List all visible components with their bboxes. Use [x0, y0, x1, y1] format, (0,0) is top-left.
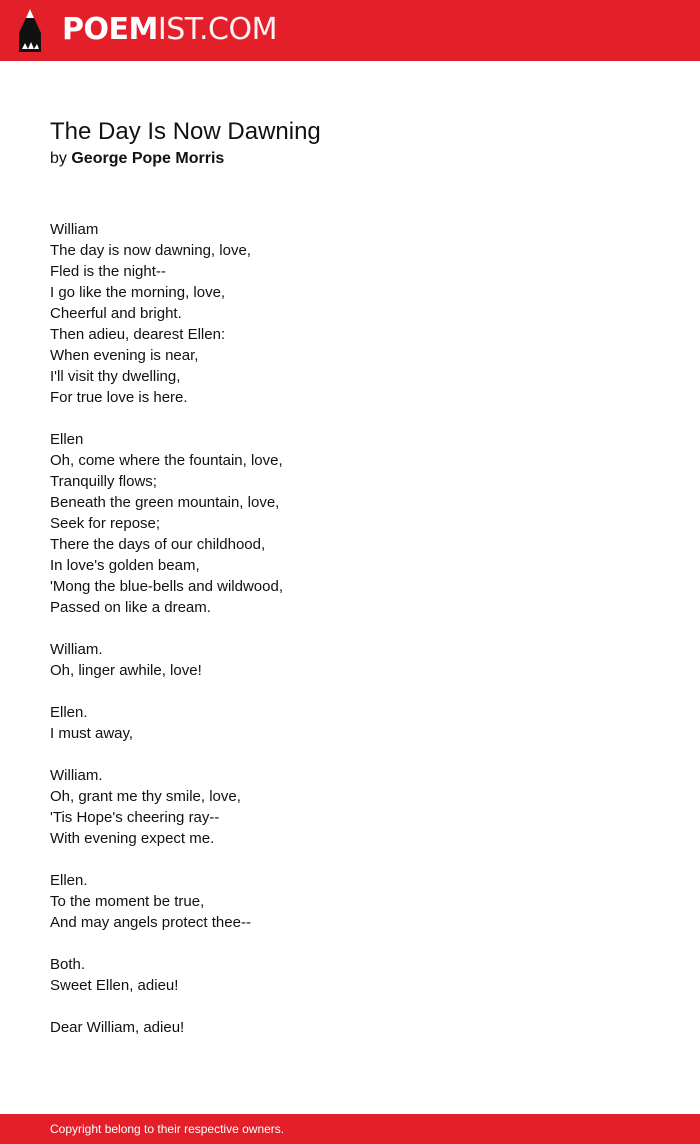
- stanza-break: [50, 618, 650, 639]
- by-prefix: by: [50, 150, 67, 167]
- site-header: [0, 0, 700, 61]
- stanza-break: [50, 744, 650, 765]
- poem-line: Ellen: [50, 431, 84, 448]
- poem-line: William.: [50, 767, 103, 784]
- poem-line: Tranquilly flows;: [50, 473, 157, 490]
- poem-line: And may angels protect thee--: [50, 914, 251, 931]
- poem-line: For true love is here.: [50, 389, 188, 406]
- stanza-break: [50, 681, 650, 702]
- stanza-break: [50, 933, 650, 954]
- site-logo[interactable]: [62, 13, 277, 47]
- stanza-break: [50, 408, 650, 429]
- poem-line: I must away,: [50, 725, 134, 742]
- pencil-tip-icon: [17, 9, 43, 52]
- poem-title: The Day Is Now Dawning: [50, 118, 321, 145]
- logo-text-light: IST.COM: [157, 12, 277, 47]
- logo-text-bold: POEM: [62, 12, 158, 47]
- poem-line: Cheerful and bright.: [50, 305, 182, 322]
- poem-author: George Pope Morris: [71, 150, 225, 167]
- site-footer: [0, 1114, 700, 1144]
- poem-line: Oh, come where the fountain, love,: [50, 452, 283, 469]
- poem-line: Ellen.: [50, 872, 88, 889]
- poem-line: Beneath the green mountain, love,: [50, 494, 280, 511]
- poem-line: In love's golden beam,: [50, 557, 200, 574]
- poem-line: To the moment be true,: [50, 893, 205, 910]
- poem-line: William.: [50, 641, 103, 658]
- poem-line: Oh, grant me thy smile, love,: [50, 788, 241, 805]
- poem-line: Both.: [50, 956, 86, 973]
- poem-line: I go like the morning, love,: [50, 284, 226, 301]
- poem-line: I'll visit thy dwelling,: [50, 368, 181, 385]
- poem-line: Oh, linger awhile, love!: [50, 662, 202, 679]
- poem-line: With evening expect me.: [50, 830, 215, 847]
- poem-line: When evening is near,: [50, 347, 199, 364]
- poem-line: 'Tis Hope's cheering ray--: [50, 809, 220, 826]
- poem-line: 'Mong the blue-bells and wildwood,: [50, 578, 284, 595]
- poem-line: Fled is the night--: [50, 263, 166, 280]
- poem-line: There the days of our childhood,: [50, 536, 266, 553]
- poem-line: Dear William, adieu!: [50, 1019, 185, 1036]
- poem-line: Then adieu, dearest Ellen:: [50, 326, 226, 343]
- poem-line: The day is now dawning, love,: [50, 242, 251, 259]
- poem-line: Passed on like a dream.: [50, 599, 211, 616]
- poem-line: William: [50, 221, 99, 238]
- poem-line: Ellen.: [50, 704, 88, 721]
- poem-line: Seek for repose;: [50, 515, 161, 532]
- poem-line: Sweet Ellen, adieu!: [50, 977, 179, 994]
- poem-byline: [50, 149, 224, 169]
- poem-body: [50, 219, 650, 1038]
- copyright-notice: Copyright belong to their respective owners.: [50, 1122, 285, 1136]
- stanza-break: [50, 996, 650, 1017]
- stanza-break: [50, 849, 650, 870]
